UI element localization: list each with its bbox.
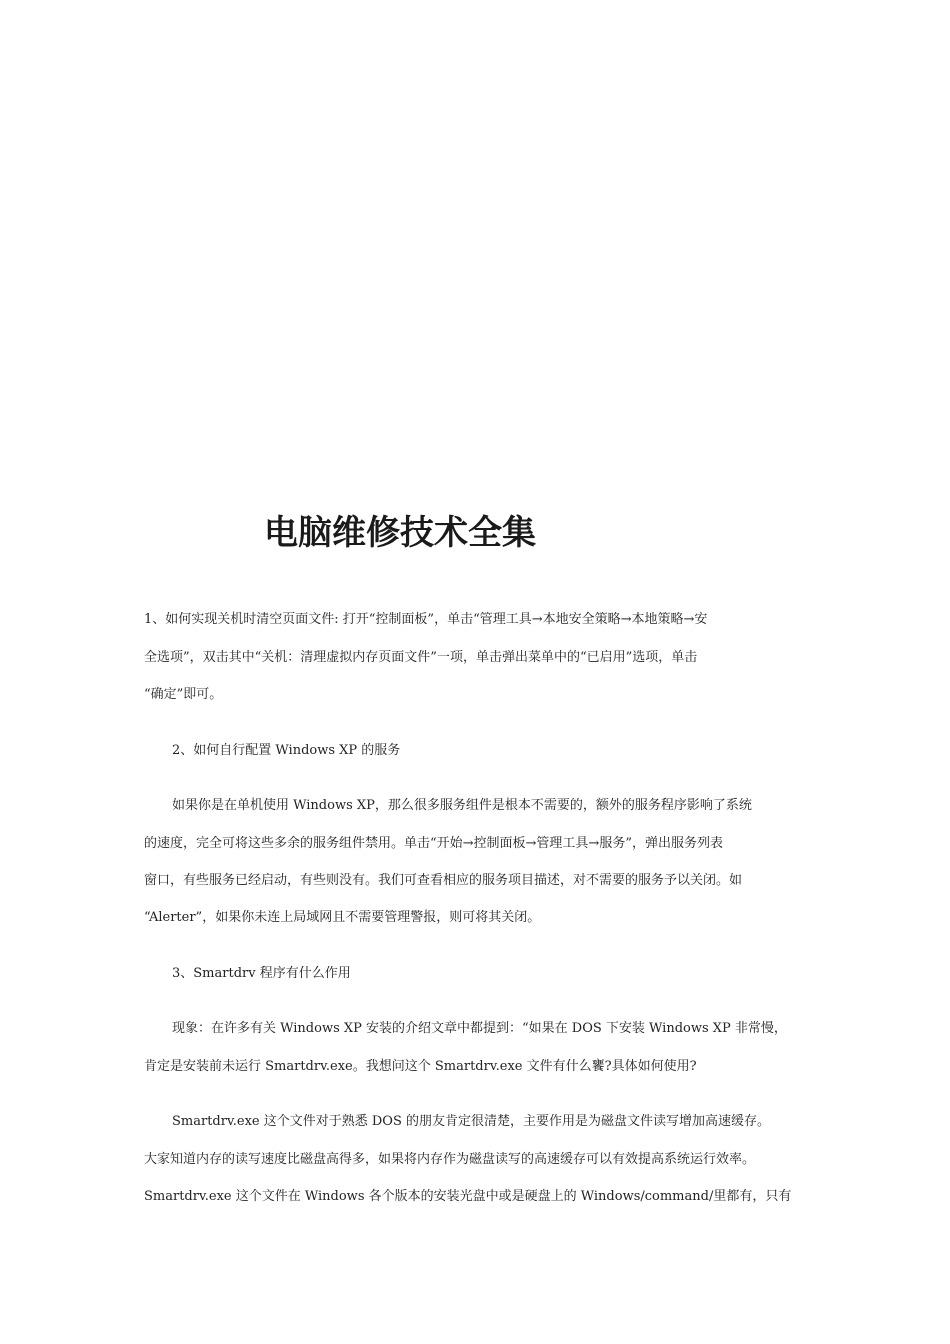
paragraph-line: “Alerter”，如果你未连上局域网且不需要管理警报，则可将其关闭。 xyxy=(144,910,541,925)
paragraph-line: 肯定是安装前未运行 Smartdrv.exe。我想问这个 Smartdrv.exe 文件有什么饔?具体如何使用? xyxy=(144,1059,697,1074)
paragraph-line: 如果你是在单机使用 Windows XP，那么很多服务组件是根本不需要的，额外的服务程序影响了系统 xyxy=(172,798,752,813)
section-heading: 3、Smartdrv 程序有什么作用 xyxy=(172,966,351,981)
paragraph-line: 大家知道内存的读写速度比磁盘高得多，如果将内存作为磁盘读写的高速缓存可以有效提高系统运行效率。 xyxy=(144,1152,756,1167)
paragraph-line: 1、如何实现关机时清空页面文件: 打开“控制面板”，单击“管理工具→本地安全策略→本地策略→安 xyxy=(144,612,708,627)
section-heading: 2、如何自行配置 Windows XP 的服务 xyxy=(172,743,401,758)
paragraph-line: 全选项”，双击其中“关机：清理虚拟内存页面文件”一项，单击弹出菜单中的“已启用”选项，单击 xyxy=(144,650,698,665)
paragraph-line: “确定”即可。 xyxy=(144,687,223,702)
paragraph-line: Smartdrv.exe 这个文件在 Windows 各个版本的安装光盘中或是硬盘上的 Windows/command/里都有，只有 xyxy=(144,1189,792,1204)
paragraph-line: 现象：在许多有关 Windows XP 安装的介绍文章中都提到：“如果在 DOS 下安装 Windows XP 非常慢， xyxy=(172,1021,787,1036)
paragraph-line: Smartdrv.exe 这个文件对于熟悉 DOS 的朋友肯定很清楚，主要作用是为磁盘文件读写增加高速缓存。 xyxy=(172,1114,770,1129)
paragraph-line: 窗口，有些服务已经启动，有些则没有。我们可查看相应的服务项目描述，对不需要的服务予以关闭。如 xyxy=(144,873,743,888)
paragraph-line: 的速度，完全可将这些多余的服务组件禁用。单击“开始→控制面板→管理工具→服务”，弹出服务列表 xyxy=(144,836,723,851)
document-title: 电脑维修技术全集 xyxy=(264,513,536,553)
